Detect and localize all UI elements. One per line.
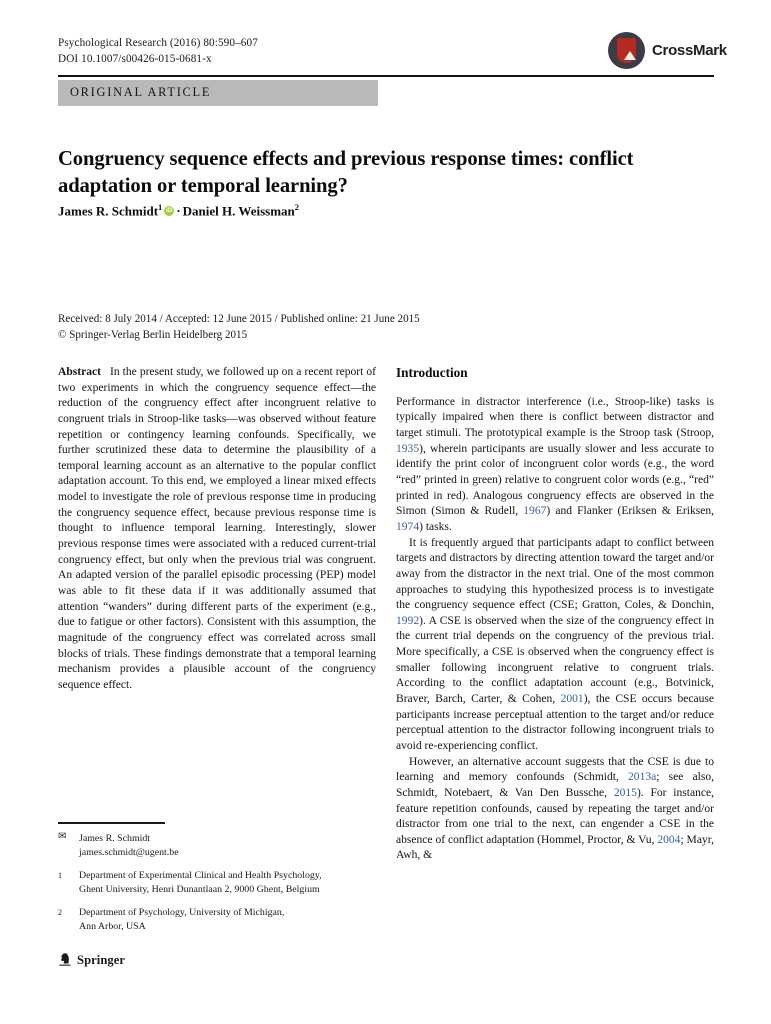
- intro-p3-text-b: ; see also, Schmidt, Notebaert, & Van Den Bussche,: [396, 771, 714, 799]
- abstract-text: In the present study, we followed up on a recent report of two experiments in which the congruency sequence effect—the reduction of the congruency effect after incongruent relative to congruent trials in Stroop-like tasks—was observed without feature repetition or contingency learning confounds. Specifically, we further scrutinized these data to determine the plausibility of a temporal learning account as an alternative to the popular conflict adaptation account. To this end, we employed a linear mixed effects model to investigate the role of previous response time in producing the congruency sequence effect, because previous response time is thought to influence temporal learning. Interestingly, slower previous response times were associated with a reduced current-trial congruency effect, but only when the previous trial was congruent. An adapted version of the parallel episodic processing (PEP) model was able to fit these data if it was additionally assumed that attention “wanders” during different parts of the experiment (e.g., due to fatigue or other factors). Consistent with this assumption, the magnitude of the congruency effect was correlated across small blocks of trials. These findings demonstrate that a temporal learning mechanism provides a plausible account of the congruency sequence effect.: [58, 366, 376, 691]
- citation-link-1992[interactable]: 1992: [396, 614, 420, 627]
- citation-link-1974[interactable]: 1974: [396, 520, 420, 533]
- springer-label: Springer: [77, 952, 126, 967]
- intro-p1-text-d: ) tasks.: [419, 520, 452, 533]
- citation-link-1935[interactable]: 1935: [396, 442, 420, 455]
- citation-link-2001[interactable]: 2001: [560, 693, 584, 706]
- right-column: [396, 365, 714, 864]
- citation-link-1967[interactable]: 1967: [523, 505, 547, 518]
- intro-paragraph-3: [396, 755, 714, 864]
- affiliation-body-2: [79, 906, 284, 934]
- intro-p3-text-a: However, an alternative account suggests that the CSE is due to learning and memory confounds (Schmidt,: [396, 755, 714, 784]
- intro-p1-text-a: Performance in distractor interference (i.e., Stroop-like) tasks is typically impaired when there is conflict between distractor and target stimuli. The prototypical example is the Stroop task (Stroop,: [396, 395, 714, 440]
- author-name-2: Daniel H. Weissman: [182, 203, 295, 219]
- intro-p2-text-b: ). A CSE is observed when the size of the congruency effect in the current trial depends on the congruency of the previous trial. More specifically, a CSE is observed when the congruency effect is smaller following incongruent relative to congruent trials. According to the conflict adaptation account (e.g., Botvinick, Braver, Barch, Carter, & Cohen,: [396, 614, 714, 706]
- doi-line: DOI 10.1007/s00426-015-0681-x: [58, 52, 212, 65]
- envelope-icon: ✉: [58, 831, 67, 842]
- intro-p1-text-c: ) and Flanker (Eriksen & Eriksen,: [546, 505, 714, 518]
- intro-p1-text-b: ), wherein participants are usually slower and less accurate to identify the print color of incongruent color words (e.g., the word “red” printed in green) relative to congruent color words (e.g., “red” printed in red). Analogous congruency effects are observed in the Simon (Simon & Rudell,: [396, 442, 714, 518]
- affiliation-row-2: [58, 906, 388, 934]
- intro-paragraph-2: [396, 536, 714, 755]
- publication-dates: [58, 311, 420, 343]
- section-heading-introduction: Introduction: [396, 365, 468, 380]
- author-affiliation-marker-2: 2: [294, 202, 300, 212]
- crossmark-icon: [608, 32, 645, 69]
- left-column: [58, 365, 376, 693]
- corresponding-author-email[interactable]: james.schmidt@ugent.be: [79, 847, 179, 859]
- affiliation-body-1: [79, 869, 322, 897]
- intro-p2-text-c: ), the CSE occurs because participants increase perceptual attention to the target and/or reduce perceptual attention to the distractor following incongruent trials to avoid re-experiencing conflict.: [396, 693, 714, 752]
- affiliation-1-line-1: Department of Experimental Clinical and Health Psychology,: [79, 870, 322, 882]
- copyright-line: © Springer-Verlag Berlin Heidelberg 2015: [58, 329, 248, 342]
- citation-link-2013a[interactable]: 2013a: [628, 771, 657, 784]
- crossmark-logo[interactable]: [608, 30, 727, 70]
- affiliation-marker-2: 2: [58, 908, 62, 918]
- footnote-divider-rule: [58, 822, 165, 824]
- intro-paragraph-1: [396, 395, 714, 536]
- affiliation-2-line-2: Ann Arbor, USA: [79, 921, 146, 933]
- affiliation-2-line-1: Department of Psychology, University of Michigan,: [79, 907, 285, 919]
- citation-link-2015[interactable]: 2015: [613, 786, 637, 799]
- orcid-icon[interactable]: [164, 206, 174, 216]
- abstract-paragraph: [58, 365, 376, 693]
- intro-p2-text-a: It is frequently argued that participants adapt to conflict between targets and distractors by directing attention toward the target and/or away from the distractor in the next trial. One of the most common approaches to studying this hypothesized process is to investigate the congruency sequence effect (CSE; Gratton, Coles, & Donchin,: [396, 536, 714, 612]
- springer-knight-icon: [58, 952, 72, 968]
- corresponding-author-name: James R. Schmidt: [79, 833, 151, 844]
- page-title: Congruency sequence effects and previous response times: conflict adaptation or temporal learning?: [58, 147, 634, 198]
- intro-p3-text-c: ). For instance, feature repetition confounds, caused by repeating the target and/or distractor from one trial to the next, can engender a CSE in the absence of conflict adaptation (Hommel, Proctor, & Vu,: [396, 786, 714, 846]
- crossmark-label: CrossMark: [652, 41, 727, 59]
- received-accepted-line: Received: 8 July 2014 / Accepted: 12 June 2015 / Published online: 21 June 2015: [58, 313, 420, 325]
- affiliation-1-line-2: Ghent University, Henri Dunantlaan 2, 9000 Ghent, Belgium: [79, 884, 320, 896]
- affiliation-marker-1: 1: [58, 871, 62, 881]
- author-affiliation-marker-1: 1: [158, 202, 163, 212]
- abstract-label: Abstract: [58, 366, 101, 378]
- article-type-label: ORIGINAL ARTICLE: [70, 85, 212, 99]
- journal-citation-line: Psychological Research (2016) 80:590–607: [58, 37, 258, 49]
- footnotes-block: [58, 832, 388, 943]
- intro-p3-text-d: ; Mayr, Awh, &: [396, 833, 714, 862]
- affiliation-row-1: [58, 869, 388, 897]
- author-separator: ·: [176, 203, 181, 219]
- author-list: [58, 202, 299, 219]
- header-divider-rule: [58, 75, 714, 77]
- corresponding-author-row: [58, 832, 388, 860]
- springer-logo: [58, 952, 125, 968]
- journal-header: [58, 36, 258, 68]
- author-name-1: James R. Schmidt: [58, 203, 159, 219]
- corresponding-author-body: [79, 832, 179, 860]
- citation-link-2004[interactable]: 2004: [657, 833, 681, 846]
